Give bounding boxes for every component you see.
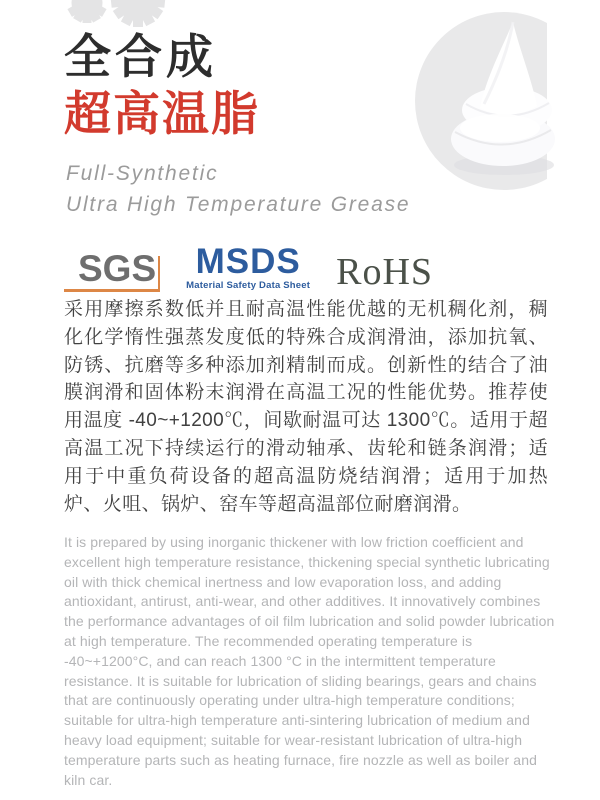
msds-logo-caption: Material Safety Data Sheet	[186, 280, 311, 291]
product-subtitle-en	[66, 158, 410, 220]
sgs-logo	[64, 247, 160, 292]
subtitle-line1: Full-Synthetic	[66, 162, 219, 185]
product-title-cn-line2: 超高温脂	[64, 87, 260, 140]
subtitle-line2: Ultra High Temperature Grease	[66, 193, 411, 216]
product-title-cn-line1: 全合成	[64, 30, 217, 83]
sgs-logo-accent-line	[158, 256, 160, 289]
sgs-logo-text: SGS	[78, 247, 157, 289]
description-english: It is prepared by using inorganic thickener with low friction coefficient and excellent high temperature resistance, thickening special synthetic lubricating oil with thick chemical inertness and low evaporation loss, and adding antioxidant, antirust, anti-wear, and other additives. It innovatively combines the performance advantages of oil film lubrication and solid powder lubrication at high temperature. The recommended operating temperature is -40~+1200°C, and can reach 1300 °C in the intermittent temperature resistance. It is suitable for lubrication of sliding bearings, gears and chains that are continuously operating under ultra-high temperature conditions; suitable for ultra-high temperature anti-sintering lubrication of medium and heavy load equipment; suitable for wear-resistant lubrication of ultra-high temperature parts such as heating furnace, fire nozzle as well as boiler and kiln car.	[64, 534, 555, 788]
description-chinese: 采用摩擦系数低并且耐高温性能优越的无机稠化剂，稠化化学惰性强蒸发度低的特殊合成润滑油，添加抗氧、防锈、抗磨等多种添加剂精制而成。创新性的结合了油膜润滑和固体粉末润滑在高温工况的性能优势。推荐使用温度 -40~+1200℃，间歇耐温可达 1300℃。适用于超高温工况下持续运行的滑动轴承、齿轮和链条润滑；适用于中重负荷设备的超高温防烧结润滑；适用于加热炉、火咀、锅炉、窑车等超高温部位耐磨润滑。	[64, 299, 548, 515]
msds-logo	[186, 242, 311, 292]
msds-logo-text: MSDS	[195, 242, 301, 282]
product-title	[64, 28, 260, 142]
certification-logos	[64, 240, 433, 292]
grease-dollop-photo	[400, 0, 600, 215]
rohs-logo: RoHS	[336, 250, 434, 293]
